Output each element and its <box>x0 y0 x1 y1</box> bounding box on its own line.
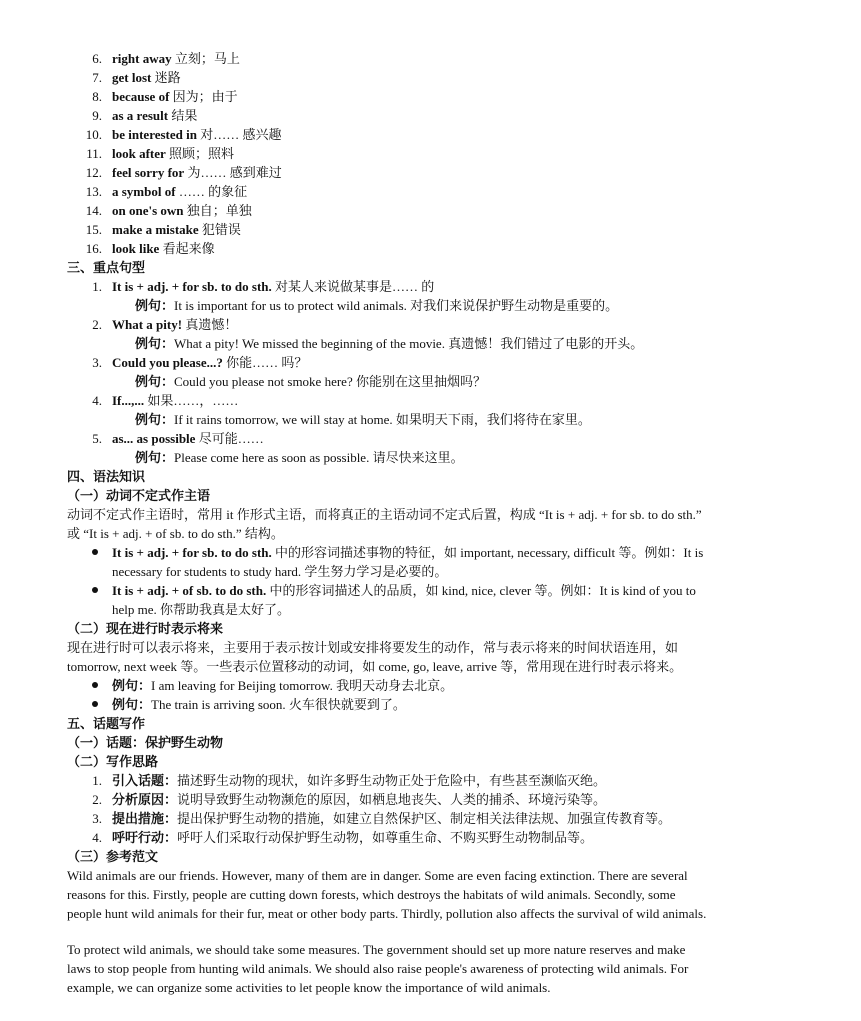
bullet-item-continued: necessary for students to study hard. 学生努力学习是必要的。 <box>112 564 448 579</box>
example-bullet: 例句：I am leaving for Beijing tomorrow. 我明天动身去北京。 <box>112 678 454 693</box>
paragraph-line: tomorrow, next week 等。一些表示位置移动的动词，如 come, go, leave, arrive 等，常用现在进行时表示将来。 <box>67 659 683 674</box>
essay-line: To protect wild animals, we should take some measures. The government should set up more nature reserves and make <box>67 942 686 957</box>
essay-line: laws to stop people from hunting wild animals. We should also raise people's awareness of protecting wild animals. For <box>67 961 689 976</box>
subsection-heading: （三）参考范文 <box>67 849 159 864</box>
example-sentence: 例句：Please come here as soon as possible. 请尽快来这里。 <box>135 450 464 465</box>
bullet-item-continued: help me. 你帮助我真是太好了。 <box>112 602 291 617</box>
bullet-item: It is + adj. + of sb. to do sth. 中的形容词描述人的品质，如 kind, nice, clever 等。例如：It is kind of you to <box>112 583 696 598</box>
subsection-heading: （一）话题：保护野生动物 <box>67 735 224 750</box>
essay-line: people hunt wild animals for their fur, meat or other body parts. Thirdly, pollution also affects the survival of wild animals. <box>67 906 707 921</box>
paragraph-line: 动词不定式作主语时，常用 it 作形式主语，而将真正的主语动词不定式后置，构成 “It is + adj. + for sb. to do sth.” <box>67 507 702 522</box>
example-bullet: 例句：The train is arriving soon. 火车很快就要到了。 <box>112 697 406 712</box>
subsection-heading: （二）写作思路 <box>67 754 159 769</box>
example-sentence: 例句：If it rains tomorrow, we will stay at home. 如果明天下雨，我们将待在家里。 <box>135 412 591 427</box>
subsection-heading: （一）动词不定式作主语 <box>67 488 211 503</box>
bullet-dot <box>92 701 98 707</box>
section-heading: 三、重点句型 <box>67 260 146 275</box>
section-heading: 五、话题写作 <box>67 716 146 731</box>
example-sentence: 例句：What a pity! We missed the beginning of the movie. 真遗憾！我们错过了电影的开头。 <box>135 336 644 351</box>
subsection-heading: （二）现在进行时表示将来 <box>67 621 224 636</box>
essay-line: example, we can organize some activities to let people know the importance of wild animals. <box>67 980 551 995</box>
paragraph-line: 或 “It is + adj. + of sb. to do sth.” 结构。 <box>67 526 284 541</box>
section-heading: 四、语法知识 <box>67 469 146 484</box>
bullet-item: It is + adj. + for sb. to do sth. 中的形容词描述事物的特征，如 important, necessary, difficult 等。例如：It is <box>112 545 704 560</box>
paragraph-line: 现在进行时可以表示将来，主要用于表示按计划或安排将要发生的动作，常与表示将来的时间状语连用，如 <box>67 640 679 655</box>
bullet-dot <box>92 549 98 555</box>
bullet-dot <box>92 587 98 593</box>
essay-line: reasons for this. Firstly, people are cutting down forests, which destroys the habitats of wild animals. Secondly, some <box>67 887 676 902</box>
essay-line: Wild animals are our friends. However, many of them are in danger. Some are even facing extinction. There are several <box>67 868 688 883</box>
bullet-dot <box>92 682 98 688</box>
example-sentence: 例句：It is important for us to protect wild animals. 对我们来说保护野生动物是重要的。 <box>135 298 619 313</box>
example-sentence: 例句：Could you please not smoke here? 你能别在这里抽烟吗？ <box>135 374 486 389</box>
